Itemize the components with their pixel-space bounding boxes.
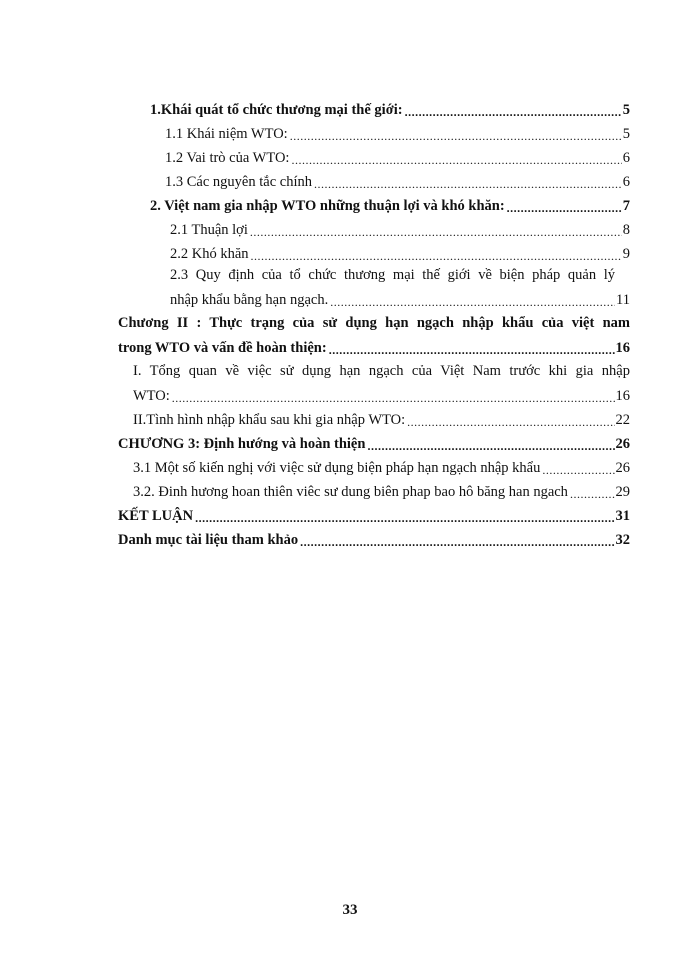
toc-entry-page: 8	[622, 222, 630, 238]
toc-entry-page: 16	[615, 340, 630, 356]
toc-entry-references[interactable]	[118, 529, 630, 549]
dot-leader	[172, 387, 615, 405]
toc-entry-section-2-3-line1[interactable]: 2.3 Quy định của tổ chức thương mại thế giới về biện pháp quản lý	[170, 267, 615, 283]
toc-entry-page: 32	[615, 532, 630, 548]
toc-entry-label: 1.3 Các nguyên tắc chính	[165, 174, 312, 190]
dot-leader	[570, 483, 615, 501]
toc-entry-section-2-2[interactable]	[170, 243, 630, 263]
toc-entry-chapter-2-section-1[interactable]	[133, 385, 630, 405]
dot-leader	[367, 435, 614, 453]
toc-entry-label: nhập khẩu bằng hạn ngạch.	[170, 292, 329, 308]
toc-entry-label: trong WTO và vấn đề hoàn thiện:	[118, 340, 327, 356]
page-number: 33	[342, 902, 358, 918]
toc-entry-label: 2.2 Khó khăn	[170, 246, 249, 262]
toc-entry-label: 1.2 Vai trò của WTO:	[165, 150, 290, 166]
toc-entry-section-1-2[interactable]	[165, 147, 630, 167]
toc-entry-page: 11	[616, 292, 630, 308]
toc-entry-label: 2. Việt nam gia nhập WTO những thuận lợi và khó khăn:	[150, 198, 505, 214]
toc-entry-page: 31	[615, 508, 630, 524]
toc-entry-label: KẾT LUẬN	[118, 508, 194, 524]
toc-entry-page: 22	[615, 412, 630, 428]
toc-entry-page: 29	[615, 484, 630, 500]
toc-entry-label: 3.1 Một số kiến nghị với việc sử dụng biện pháp hạn ngạch nhập khẩu	[133, 460, 541, 476]
toc-entry-page: 6	[622, 150, 630, 166]
toc-entry-label: II.Tình hình nhập khẩu sau khi gia nhập WTO:	[133, 412, 406, 428]
toc-entry-chapter-2-section-1-line1[interactable]: I. Tổng quan về việc sử dụng hạn ngạch của Việt Nam trước khi gia nhập	[133, 363, 630, 379]
toc-entry-section-1[interactable]	[150, 99, 630, 119]
toc-entry-page: 9	[622, 246, 630, 262]
toc-entry-chapter-3[interactable]	[118, 433, 630, 453]
toc-entry-label: WTO:	[133, 388, 170, 404]
toc-entry-page: 7	[622, 198, 630, 214]
toc-entry-page: 26	[615, 460, 630, 476]
dot-leader	[251, 245, 622, 263]
toc-entry-label: 1.Khái quát tổ chức thương mại thế giới:	[150, 102, 403, 118]
dot-leader	[195, 507, 614, 525]
dot-leader	[300, 531, 614, 549]
toc-entry-section-2-3[interactable]	[170, 289, 630, 309]
toc-entry-chapter-2-section-2[interactable]	[133, 409, 630, 429]
toc-entry-section-1-3[interactable]	[165, 171, 630, 191]
toc-entry-label: Danh mục tài liệu tham khảo	[118, 532, 299, 548]
toc-entry-conclusion[interactable]	[118, 505, 630, 525]
toc-entry-page: 5	[622, 126, 630, 142]
toc-entry-label: CHƯƠNG 3: Định hướng và hoàn thiện	[118, 436, 366, 452]
toc-entry-page: 26	[615, 436, 630, 452]
toc-entry-section-2-1[interactable]	[170, 219, 630, 239]
dot-leader	[314, 173, 622, 191]
toc-entry-page: 6	[622, 174, 630, 190]
dot-leader	[330, 291, 615, 309]
dot-leader	[405, 101, 622, 119]
dot-leader	[290, 125, 622, 143]
toc-entry-chapter-3-section-2[interactable]	[133, 481, 630, 501]
toc-entry-page: 5	[622, 102, 630, 118]
toc-entry-label: 2.1 Thuận lợi	[170, 222, 248, 238]
dot-leader	[329, 339, 615, 357]
dot-leader	[250, 221, 622, 239]
toc-entry-page: 16	[615, 388, 630, 404]
dot-leader	[542, 459, 614, 477]
toc-entry-label: 3.2. Đinh hương hoan thiên viêc sư dung biên phap bao hô băng han ngach	[133, 484, 568, 500]
toc-entry-section-1-1[interactable]	[165, 123, 630, 143]
dot-leader	[291, 149, 621, 167]
toc-entry-chapter-2-line1[interactable]: Chương II : Thực trạng của sử dụng hạn ngạch nhập khẩu của việt nam	[118, 315, 630, 331]
dot-leader	[507, 197, 622, 215]
toc-entry-chapter-2[interactable]	[118, 337, 630, 357]
toc-entry-chapter-3-section-1[interactable]	[133, 457, 630, 477]
toc-entry-label: 1.1 Khái niệm WTO:	[165, 126, 288, 142]
toc-entry-section-2[interactable]	[150, 195, 630, 215]
dot-leader	[407, 411, 614, 429]
